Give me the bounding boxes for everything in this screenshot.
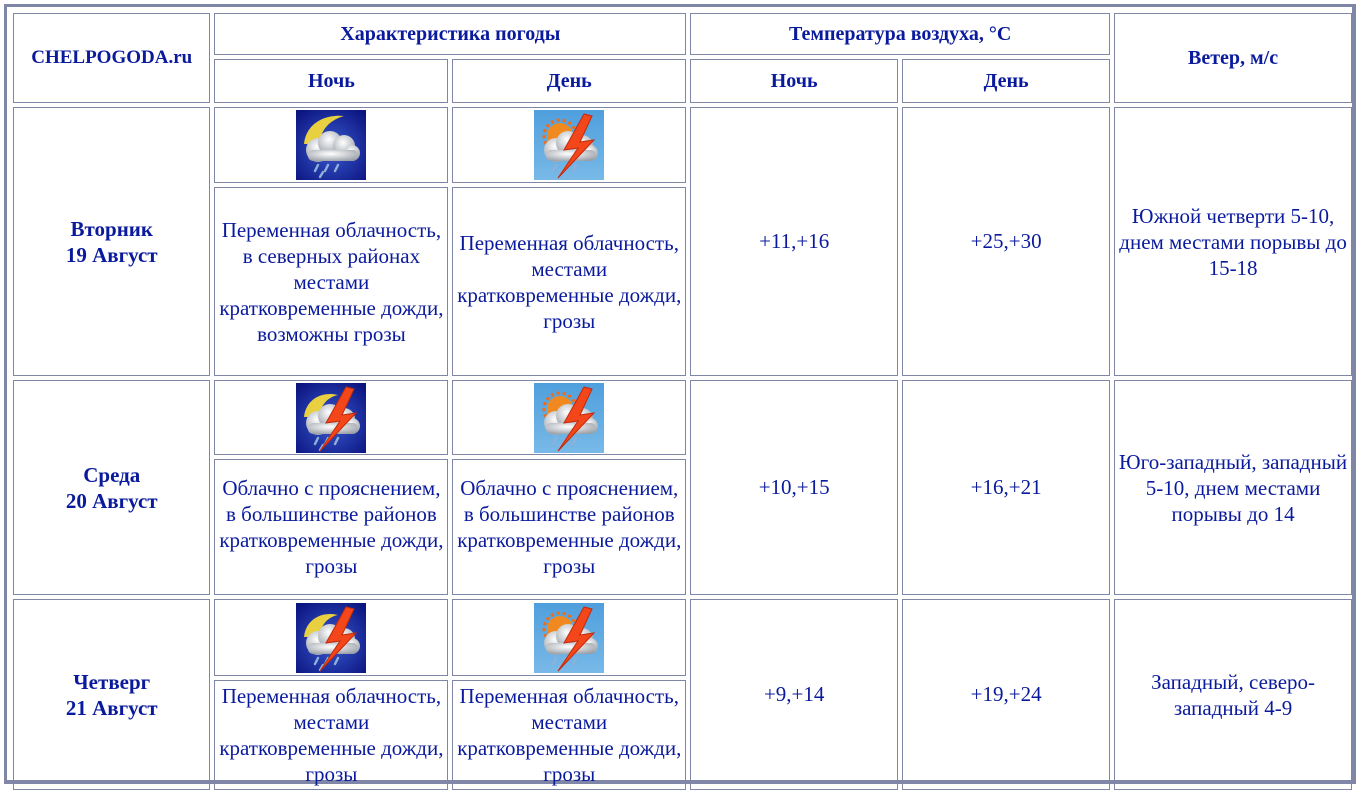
temperature-night-header: Ночь — [690, 59, 898, 103]
forecast-table — [9, 9, 1356, 794]
day-icon-cell — [452, 380, 686, 455]
date: 19 Август — [65, 242, 158, 267]
weekday: Вторник — [70, 216, 153, 241]
temperature-day-header: День — [902, 59, 1110, 103]
sun-cloud-thunderstorm-icon — [534, 383, 604, 453]
night-description: Переменная облачность, местами кратковременные дожди, грозы — [214, 680, 448, 790]
weekday: Четверг — [73, 669, 151, 694]
weekday: Среда — [83, 462, 141, 487]
day-description: Облачно с прояснением, в большинстве районов кратковременные дожди, грозы — [452, 459, 686, 595]
weather-characteristics-header: Характеристика погоды — [214, 13, 686, 55]
night-icon-cell — [214, 599, 448, 676]
day-cell — [13, 107, 210, 376]
wind-description: Западный, северо-западный 4-9 — [1114, 599, 1352, 790]
moon-cloud-thunderstorm-icon — [296, 383, 366, 453]
air-temperature-header: Температура воздуха, °С — [690, 13, 1110, 55]
temperature-day: +25,+30 — [902, 107, 1110, 376]
day-icon-cell — [452, 107, 686, 183]
forecast-row — [13, 599, 1352, 676]
temperature-night: +9,+14 — [690, 599, 898, 790]
weather-night-header: Ночь — [214, 59, 448, 103]
date: 21 Август — [65, 695, 158, 720]
night-description: Переменная облачность, в северных районах местами кратковременные дожди, возможны грозы — [214, 187, 448, 376]
forecast-row — [13, 107, 1352, 183]
wind-header: Ветер, м/с — [1114, 13, 1352, 103]
sun-cloud-thunderstorm-icon — [534, 110, 604, 180]
temperature-night: +10,+15 — [690, 380, 898, 595]
day-icon-cell — [452, 599, 686, 676]
forecast-row — [13, 380, 1352, 455]
brand-title: CHELPOGODA.ru — [13, 13, 210, 103]
forecast-frame — [4, 4, 1356, 784]
day-description: Переменная облачность, местами кратковременные дожди, грозы — [452, 680, 686, 790]
night-icon-cell — [214, 107, 448, 183]
weather-day-header: День — [452, 59, 686, 103]
temperature-day: +16,+21 — [902, 380, 1110, 595]
day-cell — [13, 599, 210, 790]
night-icon-cell — [214, 380, 448, 455]
moon-cloud-rain-icon — [296, 110, 366, 180]
temperature-night: +11,+16 — [690, 107, 898, 376]
wind-description: Юго-западный, западный 5-10, днем местами порывы до 14 — [1114, 380, 1352, 595]
day-cell — [13, 380, 210, 595]
night-description: Облачно с прояснением, в большинстве районов кратковременные дожди, грозы — [214, 459, 448, 595]
wind-description: Южной четверти 5-10, днем местами порывы до 15-18 — [1114, 107, 1352, 376]
sun-cloud-thunderstorm-icon — [534, 603, 604, 673]
temperature-day: +19,+24 — [902, 599, 1110, 790]
day-description: Переменная облачность, местами кратковременные дожди, грозы — [452, 187, 686, 376]
date: 20 Август — [65, 488, 158, 513]
moon-cloud-thunderstorm-icon — [296, 603, 366, 673]
